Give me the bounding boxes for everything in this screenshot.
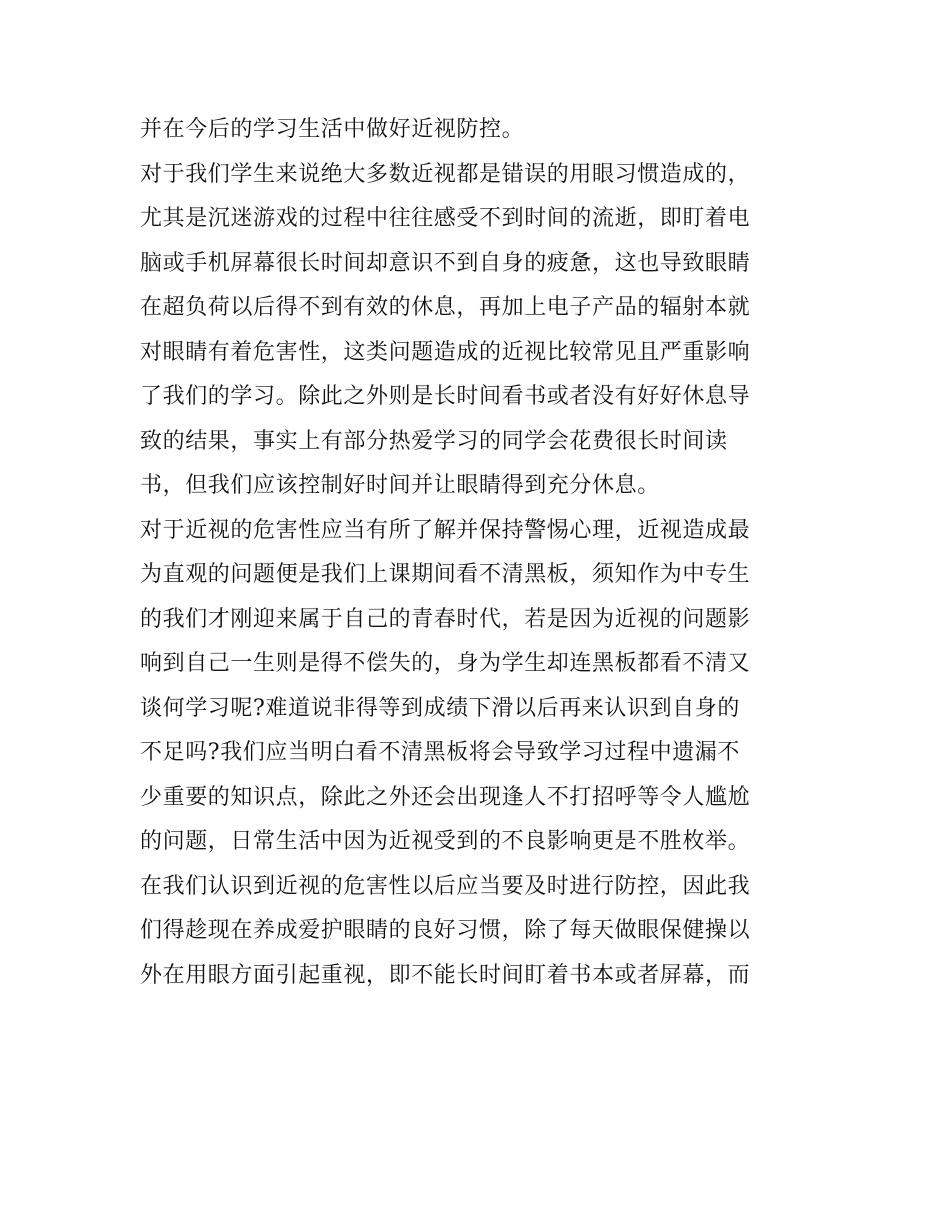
text-line: 响到自己一生则是得不偿失的，身为学生却连黑板都看不清又	[140, 651, 751, 676]
text-line: 在超负荷以后得不到有效的休息，再加上电子产品的辐射本就	[140, 295, 751, 320]
text-line: 的问题，日常生活中因为近视受到的不良影响更是不胜枚举。	[140, 829, 751, 854]
text-line: 并在今后的学习生活中做好近视防控。	[140, 117, 525, 142]
text-line: 书，但我们应该控制好时间并让眼睛得到充分休息。	[140, 473, 660, 498]
text-line: 少重要的知识点，除此之外还会出现逢人不打招呼等令人尴尬	[140, 784, 751, 810]
body-text	[140, 108, 820, 998]
text-line: 不足吗?我们应当明白看不清黑板将会导致学习过程中遗漏不	[140, 740, 740, 765]
text-line: 尤其是沉迷游戏的过程中往往感受不到时间的流逝，即盯着电	[140, 206, 751, 231]
text-line: 谈何学习呢?难道说非得等到成绩下滑以后再来认识到自身的	[140, 695, 740, 721]
text-line: 致的结果，事实上有部分热爱学习的同学会花费很长时间读	[140, 428, 728, 454]
text-line: 了我们的学习。除此之外则是长时间看书或者没有好好休息导	[140, 384, 751, 409]
text-line: 为直观的问题便是我们上课期间看不清黑板，须知作为中专生	[140, 562, 751, 587]
text-line: 对于我们学生来说绝大多数近视都是错误的用眼习惯造成的，	[140, 161, 751, 187]
text-line: 在我们认识到近视的危害性以后应当要及时进行防控，因此我	[140, 873, 751, 899]
text-line: 对眼睛有着危害性，这类问题造成的近视比较常见且严重影响	[140, 339, 751, 365]
text-line: 们得趁现在养成爱护眼睛的良好习惯，除了每天做眼保健操以	[140, 918, 751, 943]
text-line: 脑或手机屏幕很长时间却意识不到自身的疲惫，这也导致眼睛	[140, 250, 751, 276]
text-line: 外在用眼方面引起重视，即不能长时间盯着书本或者屏幕，而	[140, 962, 751, 988]
text-line: 的我们才刚迎来属于自己的青春时代，若是因为近视的问题影	[140, 606, 751, 632]
text-line: 对于近视的危害性应当有所了解并保持警惕心理，近视造成最	[140, 517, 751, 543]
